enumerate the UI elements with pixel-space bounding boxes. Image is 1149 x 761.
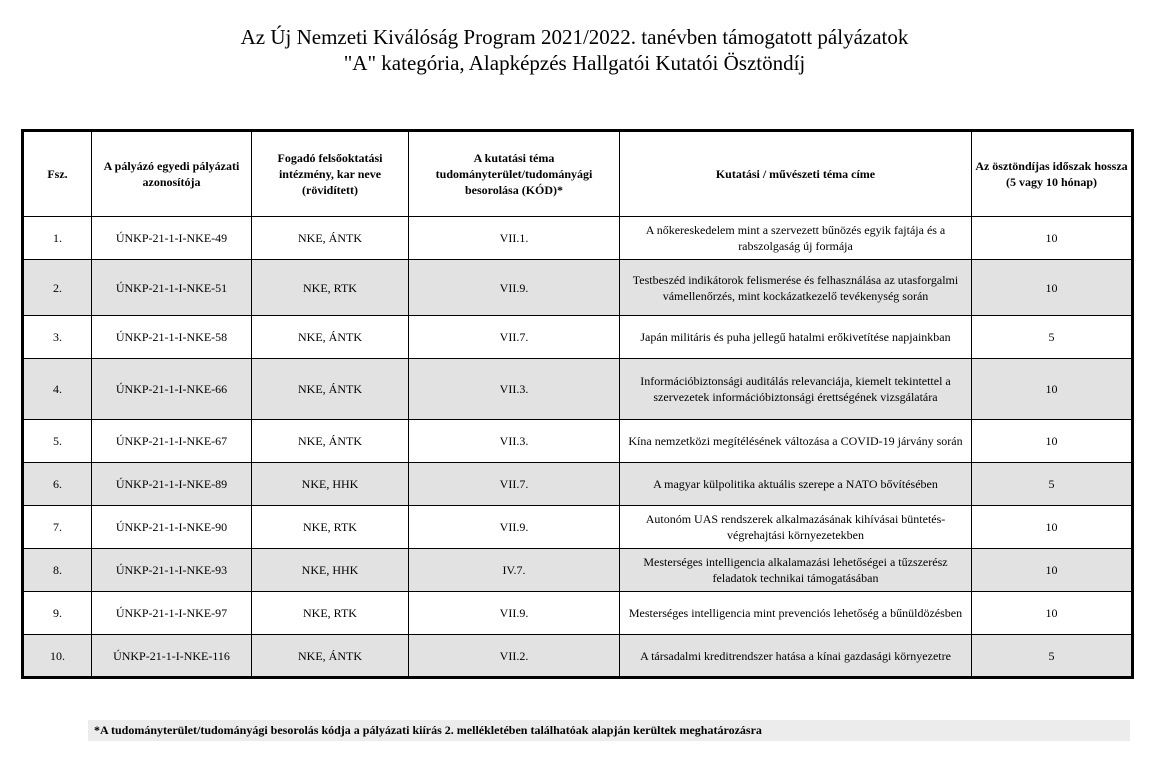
row-number: 3. bbox=[23, 316, 92, 359]
row-institution: NKE, ÁNTK bbox=[252, 217, 409, 260]
header-code: A kutatási téma tudományterület/tudományági besorolása (KÓD)* bbox=[409, 131, 620, 217]
table-row bbox=[23, 316, 1133, 359]
row-number: 10. bbox=[23, 635, 92, 678]
header-no: Fsz. bbox=[23, 131, 92, 217]
row-institution: NKE, ÁNTK bbox=[252, 420, 409, 463]
row-duration: 10 bbox=[972, 506, 1133, 549]
row-duration: 5 bbox=[972, 463, 1133, 506]
row-topic: Testbeszéd indikátorok felismerése és felhasználása az utasforgalmi vámellenőrzés, mint kockázatkezelő tevékenység során bbox=[620, 260, 972, 316]
row-topic: A nőkereskedelem mint a szervezett bűnözés egyik fajtája és a rabszolgaság új formája bbox=[620, 217, 972, 260]
row-institution: NKE, ÁNTK bbox=[252, 359, 409, 420]
row-code: VII.9. bbox=[409, 260, 620, 316]
row-number: 9. bbox=[23, 592, 92, 635]
row-code: VII.9. bbox=[409, 592, 620, 635]
row-code: VII.1. bbox=[409, 217, 620, 260]
row-number: 5. bbox=[23, 420, 92, 463]
row-applicant-id: ÚNKP-21-1-I-NKE-89 bbox=[92, 463, 252, 506]
row-topic: A magyar külpolitika aktuális szerepe a NATO bővítésében bbox=[620, 463, 972, 506]
row-number: 1. bbox=[23, 217, 92, 260]
row-code: VII.3. bbox=[409, 420, 620, 463]
document-title: Az Új Nemzeti Kiválóság Program 2021/2022. tanévben támogatott pályázatok bbox=[240, 25, 909, 49]
row-number: 8. bbox=[23, 549, 92, 592]
row-applicant-id: ÚNKP-21-1-I-NKE-116 bbox=[92, 635, 252, 678]
grants-table bbox=[21, 129, 1134, 679]
row-institution: NKE, RTK bbox=[252, 260, 409, 316]
row-duration: 10 bbox=[972, 420, 1133, 463]
row-topic: Japán militáris és puha jellegű hatalmi erőkivetítése napjainkban bbox=[620, 316, 972, 359]
row-duration: 5 bbox=[972, 635, 1133, 678]
row-number: 4. bbox=[23, 359, 92, 420]
row-number: 7. bbox=[23, 506, 92, 549]
header-institution: Fogadó felsőoktatási intézmény, kar neve (rövidített) bbox=[252, 131, 409, 217]
row-applicant-id: ÚNKP-21-1-I-NKE-58 bbox=[92, 316, 252, 359]
row-duration: 10 bbox=[972, 592, 1133, 635]
row-duration: 5 bbox=[972, 316, 1133, 359]
row-applicant-id: ÚNKP-21-1-I-NKE-66 bbox=[92, 359, 252, 420]
row-number: 6. bbox=[23, 463, 92, 506]
row-topic: Autonóm UAS rendszerek alkalmazásának kihívásai büntetés-végrehajtási környezetekben bbox=[620, 506, 972, 549]
row-topic: Mesterséges intelligencia alkalamazási lehetőségei a tűzszerész feladatok technikai támogatásában bbox=[620, 549, 972, 592]
row-duration: 10 bbox=[972, 549, 1133, 592]
table-row bbox=[23, 506, 1133, 549]
table-row bbox=[23, 217, 1133, 260]
row-institution: NKE, HHK bbox=[252, 463, 409, 506]
row-institution: NKE, ÁNTK bbox=[252, 316, 409, 359]
row-applicant-id: ÚNKP-21-1-I-NKE-67 bbox=[92, 420, 252, 463]
row-applicant-id: ÚNKP-21-1-I-NKE-97 bbox=[92, 592, 252, 635]
row-institution: NKE, RTK bbox=[252, 506, 409, 549]
row-topic: Kína nemzetközi megítélésének változása a COVID-19 járvány során bbox=[620, 420, 972, 463]
table-header-row bbox=[23, 131, 1133, 217]
row-number: 2. bbox=[23, 260, 92, 316]
row-applicant-id: ÚNKP-21-1-I-NKE-90 bbox=[92, 506, 252, 549]
header-id: A pályázó egyedi pályázati azonosítója bbox=[92, 131, 252, 217]
header-duration: Az ösztöndíjas időszak hossza (5 vagy 10 hónap) bbox=[972, 131, 1133, 217]
table-row bbox=[23, 260, 1133, 316]
row-duration: 10 bbox=[972, 217, 1133, 260]
row-topic: A társadalmi kreditrendszer hatása a kínai gazdasági környezetre bbox=[620, 635, 972, 678]
table-row bbox=[23, 463, 1133, 506]
row-code: VII.3. bbox=[409, 359, 620, 420]
row-code: VII.7. bbox=[409, 316, 620, 359]
footnote: *A tudományterület/tudományági besorolás kódja a pályázati kiírás 2. mellékletében találhatóak alapján kerültek meghatározásra bbox=[88, 720, 1130, 741]
header-topic: Kutatási / művészeti téma címe bbox=[620, 131, 972, 217]
row-institution: NKE, RTK bbox=[252, 592, 409, 635]
document-subtitle: "A" kategória, Alapképzés Hallgatói Kutatói Ösztöndíj bbox=[343, 51, 806, 75]
table-body bbox=[23, 217, 1133, 678]
table-row bbox=[23, 420, 1133, 463]
row-code: VII.7. bbox=[409, 463, 620, 506]
row-duration: 10 bbox=[972, 260, 1133, 316]
row-code: IV.7. bbox=[409, 549, 620, 592]
table-row bbox=[23, 549, 1133, 592]
row-applicant-id: ÚNKP-21-1-I-NKE-51 bbox=[92, 260, 252, 316]
table-row bbox=[23, 635, 1133, 678]
row-applicant-id: ÚNKP-21-1-I-NKE-49 bbox=[92, 217, 252, 260]
table-row bbox=[23, 592, 1133, 635]
row-code: VII.2. bbox=[409, 635, 620, 678]
table-row bbox=[23, 359, 1133, 420]
row-duration: 10 bbox=[972, 359, 1133, 420]
row-institution: NKE, ÁNTK bbox=[252, 635, 409, 678]
row-applicant-id: ÚNKP-21-1-I-NKE-93 bbox=[92, 549, 252, 592]
row-topic: Információbiztonsági auditálás relevanciája, kiemelt tekintettel a szervezetek információbiztonsági érettségének vizsgálatára bbox=[620, 359, 972, 420]
row-topic: Mesterséges intelligencia mint prevenciós lehetőség a bűnüldözésben bbox=[620, 592, 972, 635]
row-institution: NKE, HHK bbox=[252, 549, 409, 592]
row-code: VII.9. bbox=[409, 506, 620, 549]
